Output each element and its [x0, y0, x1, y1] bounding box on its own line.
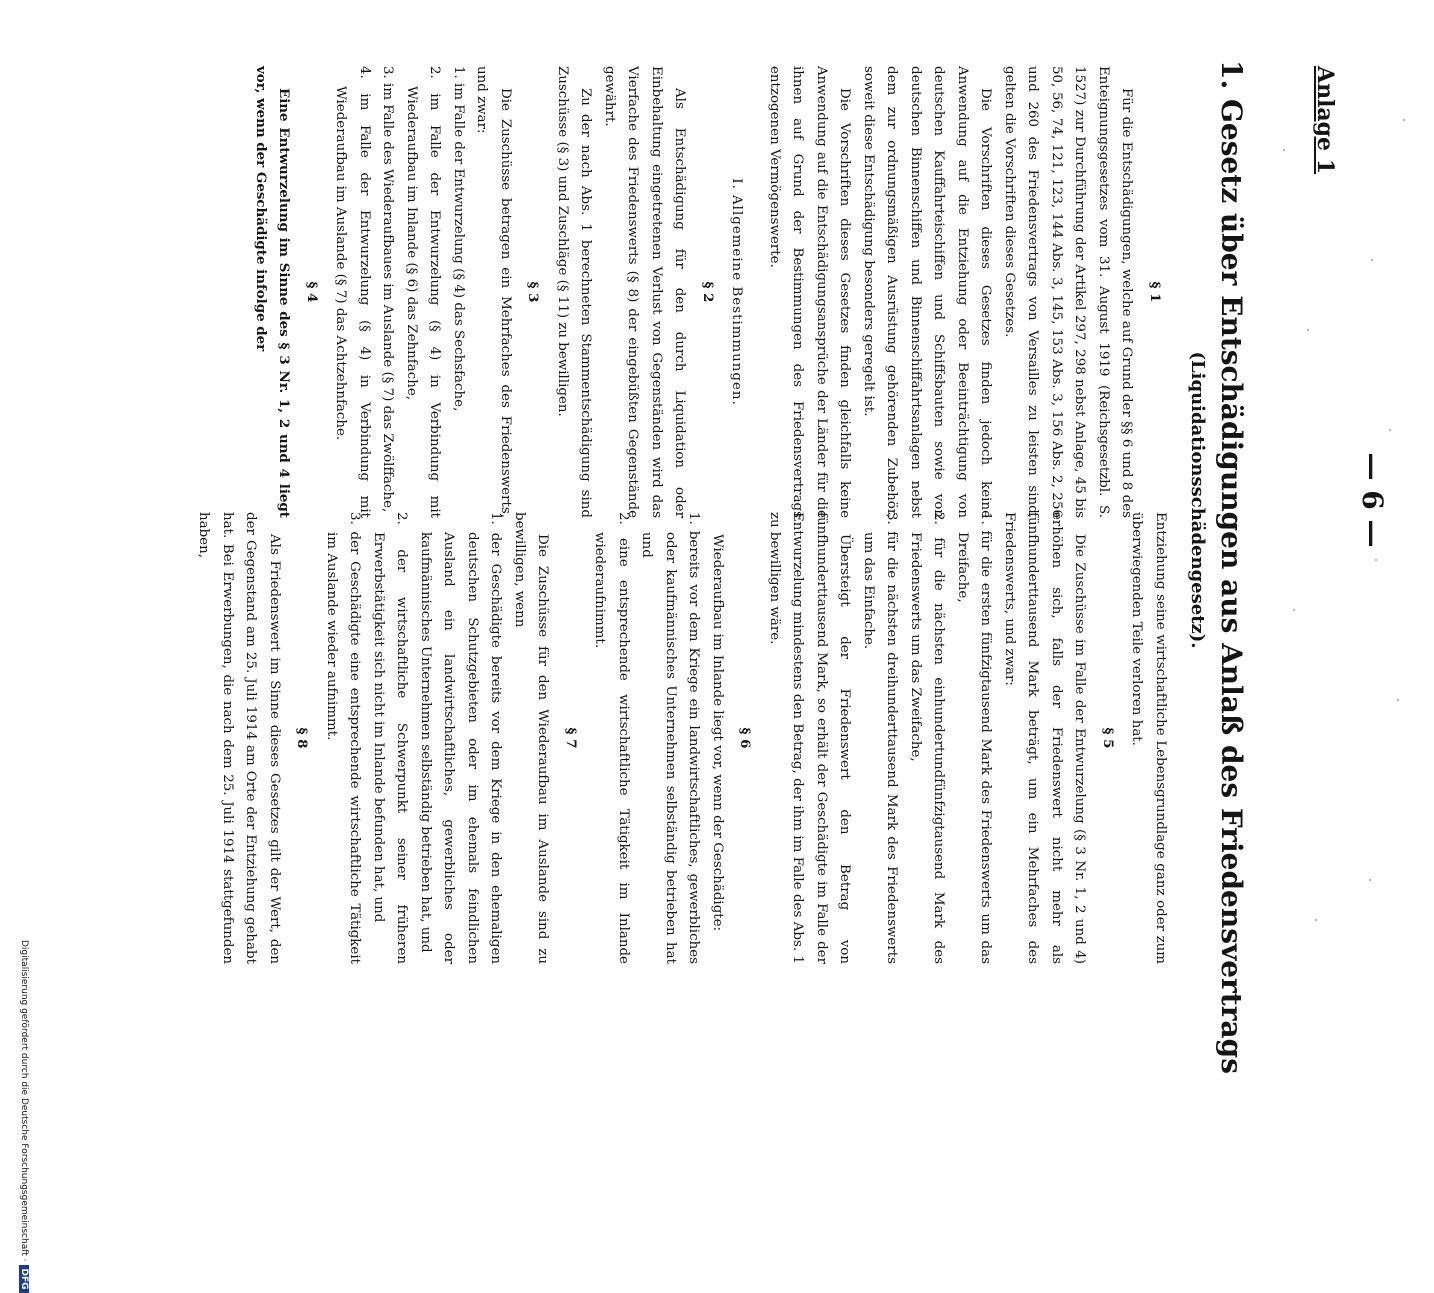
list-item: 1. für die ersten fünfzigtausend Mark des Friedenswerts um das Dreifache,	[955, 512, 994, 964]
left-column	[249, 66, 1173, 518]
paragraph-continuation: Entziehung seine wirtschaftliche Lebensgrundlage ganz oder zum überwiegenden Teile verloren hat.	[1129, 512, 1168, 964]
list-item: 2. der wirtschaftliche Schwerpunkt seiner früheren Erwerbstätigkeit sich nicht im Inlande befunden hat, und	[371, 512, 410, 964]
list-item: 4. im Falle der Entwurzelung (§ 4) in Verbindung mit Wiederaufbau im Auslande (§ 7) das Achtzehnfache.	[333, 66, 372, 518]
paragraph: Als Entschädigung für den durch Liquidation oder Einbehaltung eingetretenen Verlust von Gegenständen wird das Vierfache des Friedenswerts (§ 8) der eingebüßten Gegenstände gewährt.	[602, 66, 688, 518]
list-item: 2. eine entsprechende wirtschaftliche Tätigkeit im Inlande wiederaufnimmt.	[592, 512, 631, 964]
dfg-logo: DFG	[19, 1265, 29, 1292]
section-heading: § 3	[525, 281, 542, 303]
paragraph: Als Friedenswert im Sinne dieses Gesetzes gilt der Wert, den der Gegenstand am 25. Juli 1914 am Orte der Entziehung gehabt hat. Bei Erwerbungen, die nach dem 25. Juli 1914 stattgefunden haben,	[196, 512, 282, 964]
paragraph: Die Vorschriften dieses Gesetzes finden jedoch keine Anwendung auf die Entziehung oder Beeinträchtigung von deutschen Kauffahrteischiffen und Schiffsbauten sowie von deutschen Binnenschiffen und Binnenschiffahrtsanlagen nebst dem zur ordnungsmäßigen Ausrüstung gehörenden Zubehör, soweit diese Entschädigung besonders geregelt ist.	[861, 66, 994, 518]
section-heading: § 4	[304, 281, 320, 303]
list-item: 2. im Falle der Entwurzelung (§ 4) in Verbindung mit Wiederaufbau im Inlande (§ 6) das Zehnfache,	[404, 66, 443, 518]
list-item: 3. für die nächsten dreihunderttausend Mark des Friedenswerts um das Einfache.	[861, 512, 900, 964]
paragraph: Die Vorschriften dieses Gesetzes finden gleichfalls keine Anwendung auf die Entschädigungsansprüche der Länder für die ihnen auf Grund der Bestimmungen des Friedensvertrags entzogenen Vermögenswerte.	[767, 66, 853, 518]
paragraph: Für die Entschädigungen, welche auf Grund der §§ 6 und 8 des Enteignungsgesetzes vom 31. August 1919 (Reichsgesetzbl. S. 1527) zur Durchführung der Artikel 297, 298 nebst Anlage, 45 bis 50, 56, 74, 121, 123, 144 Abs. 3, 145, 153 Abs. 3, 156 Abs. 2, 256 und 260 des Friedensvertrags von Versailles zu leisten sind, gelten die Vorschriften dieses Gesetzes.	[1002, 66, 1135, 518]
law-subtitle: (Liquidationsschädengesetz).	[1187, 351, 1208, 649]
right-column	[192, 512, 1172, 964]
stamp-text: Digitalisierung gefördert durch die Deutsche Forschungsgemeinschaft ·	[19, 940, 29, 1262]
section-heading: § 6	[737, 727, 754, 749]
paragraph: Die Zuschüsse im Falle der Entwurzelung (§ 3 Nr. 1, 2 und 4) erhöhen sich, falls der Friedenswert nicht mehr als fünfhunderttausend Mark beträgt, um ein Mehrfaches des Friedenswerts, und zwar:	[1002, 512, 1088, 964]
list-item: 2. für die nächsten einhundertundfünfzigtausend Mark des Friedenswerts um das Zweifache,	[908, 512, 947, 964]
chapter-heading: I. Allgemeine Bestimmungen.	[729, 178, 745, 406]
paragraph: Die Zuschüsse für den Wiederaufbau im Auslande sind zu bewilligen, wenn	[512, 512, 551, 964]
paragraph: Zu der nach Abs. 1 berechneten Stammentschädigung sind Zuschüsse (§ 3) und Zuschläge (§ 11) zu bewilligen.	[555, 66, 594, 518]
digitization-stamp	[19, 940, 29, 1293]
page-number: — 6 —	[1356, 452, 1389, 548]
section-heading: § 1	[1147, 281, 1163, 303]
law-title: 1. Gesetz über Entschädigungen aus Anlaß des Friedensvertrags	[1215, 60, 1248, 1074]
paragraph: Eine Entwurzelung im Sinne des § 3 Nr. 1, 2 und 4 liegt vor, wenn der Geschädigte infolge der	[253, 66, 293, 518]
section-heading: § 5	[1100, 727, 1116, 749]
paragraph: Die Zuschüsse betragen ein Mehrfaches des Friedenswerts, und zwar:	[474, 66, 513, 518]
paragraph: Wiederaufbau im Inlande liegt vor, wenn der Geschädigte:	[710, 534, 725, 932]
list-item: 1. der Geschädigte bereits vor dem Kriege in den ehemaligen deutschen Schutzgebieten oder im ehemals feindlichen Ausland ein landwirtschaftliches, gewerbliches oder kaufmännisches Unternehmen selbständig betrieben hat, und	[418, 512, 504, 964]
paragraph: Übersteigt der Friedenswert den Betrag von fünfhunderttausend Mark, so erhält der Geschädigte im Falle der Entwurzelung mindestens den Betrag, der ihm im Falle des Abs. 1 zu bewilligen wäre.	[767, 512, 853, 964]
list-item: 3. der Geschädigte eine entsprechende wirtschaftliche Tätigkeit im Auslande wieder aufnimmt.	[324, 512, 363, 964]
section-heading: § 8	[294, 727, 311, 749]
annex-label: Anlage 1	[1312, 66, 1338, 175]
list-item: 1. bereits vor dem Kriege ein landwirtschaftliches, gewerbliches oder kaufmännisches Unternehmen selbständig betrieben hat und	[639, 512, 702, 964]
list-item: 1. im Falle der Entwurzelung (§ 4) das Sechsfache,	[451, 66, 466, 412]
list-item: 3. im Falle des Wiederaufbaues im Auslande (§ 7) das Zwölffache,	[380, 66, 396, 513]
section-heading: § 7	[563, 727, 579, 749]
section-heading: § 2	[700, 281, 716, 303]
